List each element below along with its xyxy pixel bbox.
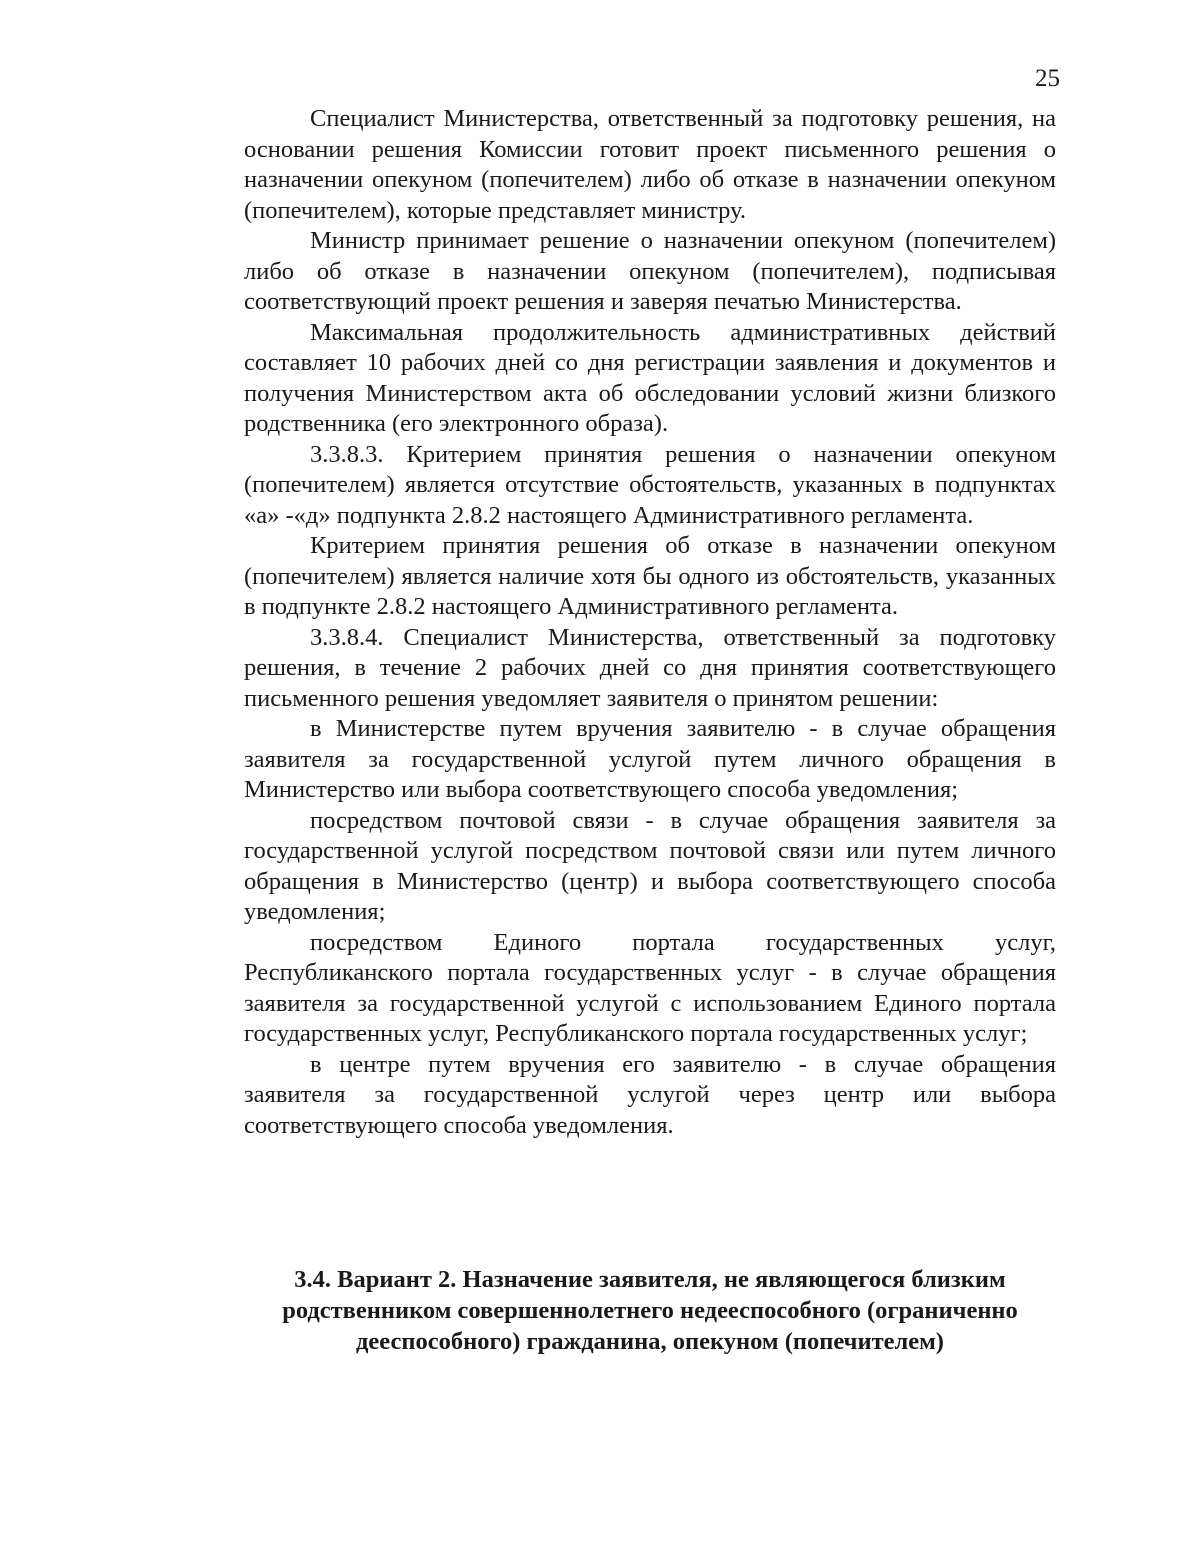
paragraph-specialist-prepares-decision: Специалист Министерства, ответственный за подготовку решения, на основании решения Комиссии готовит проект письменного решения о назначении опекуном (попечителем) либо об отказе в назначении опекуном (попечителем), которые представляет министру. [244,105,1056,224]
paragraph-notify-in-center: в центре путем вручения его заявителю - в случае обращения заявителя за государственной услугой через центр или выбора соответствующего способа уведомления. [244,1050,1056,1139]
paragraph-max-duration: Максимальная продолжительность административных действий составляет 10 рабочих дней со дня регистрации заявления и документов и получения Министерством акта об обследовании условий жизни близкого родственника (его электронного образа). [244,318,1056,437]
page-number: 25 [1035,65,1060,92]
paragraph-notify-by-post: посредством почтовой связи - в случае обращения заявителя за государственной услугой посредством почтовой связи или путем личного обращения в Министерство (центр) и выбора соответствующего способа уведомления; [244,806,1056,925]
paragraph-criterion-appointment: 3.3.8.3. Критерием принятия решения о назначении опекуном (попечителем) является отсутствие обстоятельств, указанных в подпунктах «а» -«д» подпункта 2.8.2 настоящего Административного регламента. [244,440,1056,529]
document-body [244,104,1056,1141]
paragraph-minister-decision: Министр принимает решение о назначении опекуном (попечителем) либо об отказе в назначении опекуном (попечителем), подписывая соответствующий проект решения и заверяя печатью Министерства. [244,227,1056,315]
paragraph-notification: 3.3.8.4. Специалист Министерства, ответственный за подготовку решения, в течение 2 рабочих дней со дня принятия соответствующего письменного решения уведомляет заявителя о принятом решении: [244,623,1056,712]
paragraph-notify-by-portal: посредством Единого портала государственных услуг, Республиканского портала государственных услуг - в случае обращения заявителя за государственной услугой с использованием Единого портала государственных услуг, Республиканского портала государственных услуг; [244,928,1056,1047]
paragraph-notify-in-ministry: в Министерстве путем вручения заявителю - в случае обращения заявителя за государственной услугой путем личного обращения в Министерство или выбора соответствующего способа уведомления; [244,715,1056,803]
section-heading: 3.4. Вариант 2. Назначение заявителя, не являющегося близким родственником совершеннолетнего недееспособного (ограниченно дееспособного) гражданина, опекуном (попечителем) [282,1266,1018,1355]
paragraph-criterion-refusal: Критерием принятия решения об отказе в назначении опекуном (попечителем) является наличие хотя бы одного из обстоятельств, указанных в подпункте 2.8.2 настоящего Административного регламента. [244,532,1056,620]
